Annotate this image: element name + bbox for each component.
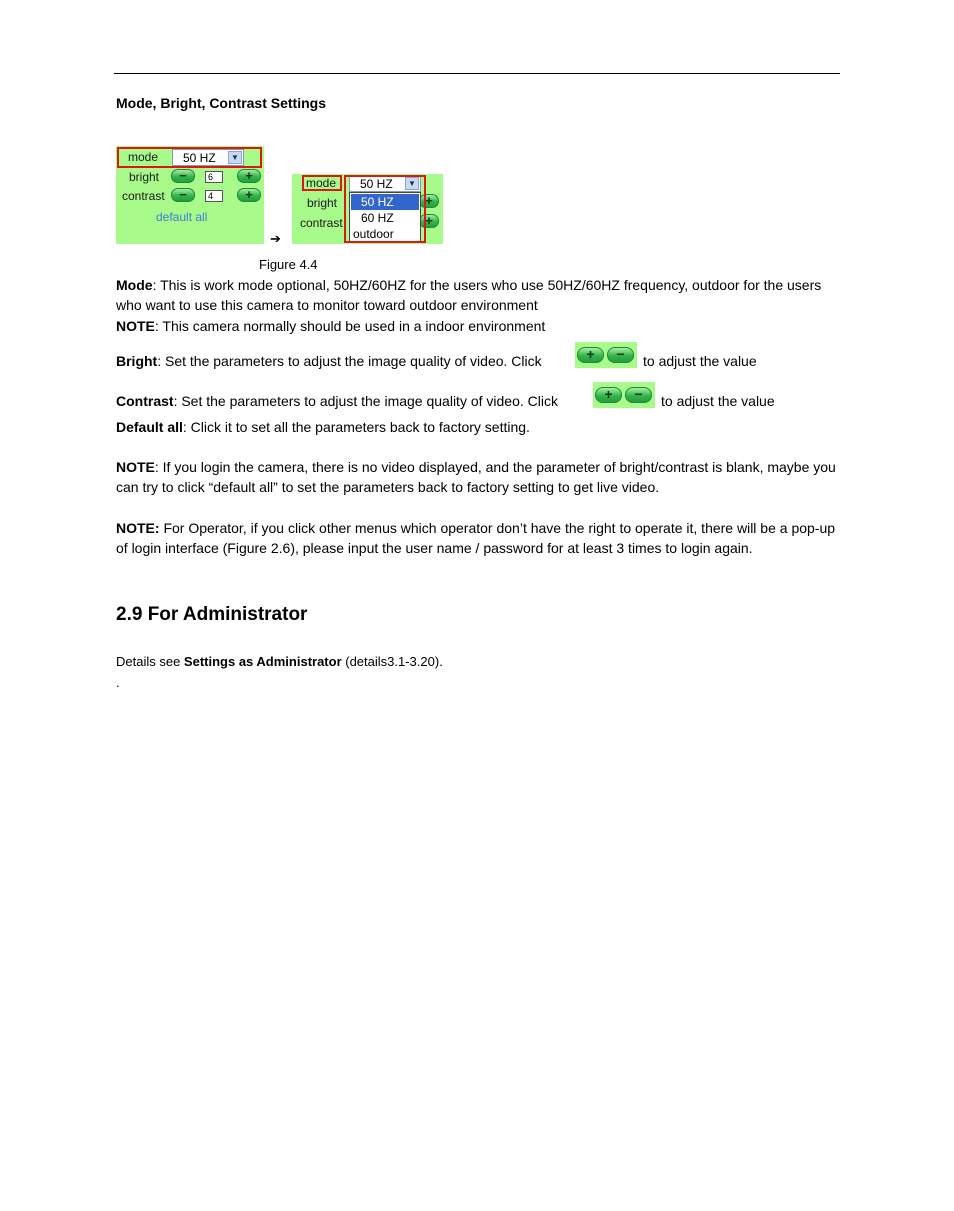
minus-button[interactable] bbox=[625, 387, 652, 403]
note-label: NOTE bbox=[116, 318, 155, 334]
plus-button[interactable] bbox=[595, 387, 622, 403]
plus-icon: + bbox=[586, 346, 595, 362]
note-label: NOTE: bbox=[116, 520, 160, 536]
arrow-right-icon: ➔ bbox=[270, 231, 281, 246]
trailing-dot: . bbox=[116, 675, 120, 690]
plus-icon: + bbox=[245, 168, 253, 183]
mode-option-outdoor[interactable]: outdoor bbox=[353, 227, 394, 241]
mode-option-50hz[interactable]: 50 HZ bbox=[351, 194, 419, 210]
contrast-value-field[interactable]: 4 bbox=[205, 190, 223, 202]
bright-suffix: to adjust the value bbox=[643, 353, 757, 369]
plus-button[interactable] bbox=[577, 347, 604, 363]
bright-paragraph bbox=[116, 351, 542, 371]
settings-panel-open bbox=[292, 174, 443, 244]
mode-option-60hz[interactable]: 60 HZ bbox=[361, 211, 394, 225]
note-text: : If you login the camera, there is no video displayed, and the parameter of bright/contrast is blank, maybe you can try to click “default all” to set the parameters back to factory setting to get live video. bbox=[116, 459, 836, 495]
plus-icon: + bbox=[425, 213, 433, 228]
contrast-paragraph bbox=[116, 391, 558, 411]
contrast-suffix: to adjust the value bbox=[661, 393, 775, 409]
note-operator-paragraph bbox=[116, 518, 848, 558]
mode-label: mode bbox=[128, 150, 159, 164]
chevron-down-icon[interactable]: ▼ bbox=[405, 177, 419, 190]
minus-button[interactable] bbox=[607, 347, 634, 363]
mode-select-value: 50 HZ bbox=[360, 177, 393, 191]
default-all-description: : Click it to set all the parameters back to factory setting. bbox=[182, 419, 530, 435]
settings-panel-closed bbox=[116, 146, 264, 244]
details-prefix: Details see bbox=[116, 654, 184, 669]
bright-term: Bright bbox=[116, 353, 158, 369]
contrast-term: Contrast bbox=[116, 393, 174, 409]
plus-icon: + bbox=[245, 187, 253, 202]
plus-icon: + bbox=[425, 193, 433, 208]
contrast-description: : Set the parameters to adjust the image quality of video. Click bbox=[173, 393, 558, 409]
section-heading: 2.9 For Administrator bbox=[116, 604, 308, 625]
mode-paragraph bbox=[116, 275, 846, 315]
contrast-plus-button[interactable] bbox=[237, 188, 261, 202]
bright-value-field[interactable]: 6 bbox=[205, 171, 223, 183]
mode-label: mode bbox=[306, 176, 337, 190]
figure-caption: Figure 4.4 bbox=[259, 257, 318, 272]
details-line bbox=[116, 652, 443, 672]
bright-label: bright bbox=[307, 196, 338, 210]
note-indoor bbox=[116, 316, 545, 336]
minus-icon: − bbox=[616, 346, 625, 362]
note-label: NOTE bbox=[116, 459, 155, 475]
plus-icon: + bbox=[604, 386, 613, 402]
default-all-paragraph bbox=[116, 417, 530, 437]
contrast-label: contrast bbox=[122, 189, 165, 203]
mode-select-value: 50 HZ bbox=[183, 151, 216, 165]
note-text: : This camera normally should be used in a indoor environment bbox=[154, 318, 546, 334]
bright-label: bright bbox=[129, 170, 160, 184]
mode-select[interactable] bbox=[172, 149, 244, 166]
details-link-text: Settings as Administrator bbox=[183, 654, 342, 669]
header-rule bbox=[114, 73, 840, 74]
details-suffix: (details3.1-3.20). bbox=[341, 654, 443, 669]
mode-description: : This is work mode optional, 50HZ/60HZ for the users who use 50HZ/60HZ frequency, outdoor for the users who want to use this camera to monitor toward outdoor environment bbox=[116, 277, 822, 313]
bright-minus-button[interactable] bbox=[171, 169, 195, 183]
contrast-button-pair bbox=[593, 382, 655, 408]
minus-icon: − bbox=[634, 386, 643, 402]
default-all-link[interactable]: default all bbox=[156, 210, 208, 224]
bright-description: : Set the parameters to adjust the image quality of video. Click bbox=[157, 353, 542, 369]
chevron-down-icon[interactable]: ▼ bbox=[228, 151, 242, 164]
note-text: For Operator, if you click other menus which operator don’t have the right to operate it, there will be a pop-up of login interface (Figure 2.6), please input the user name / password for at least 3 times to login again. bbox=[116, 520, 836, 556]
mode-term: Mode bbox=[116, 277, 153, 293]
minus-icon: − bbox=[179, 187, 187, 202]
contrast-minus-button[interactable] bbox=[171, 188, 195, 202]
bright-plus-button[interactable] bbox=[237, 169, 261, 183]
dropdown-highlight bbox=[344, 175, 426, 243]
default-all-term: Default all bbox=[116, 419, 183, 435]
bright-button-pair bbox=[575, 342, 637, 368]
minus-icon: − bbox=[179, 168, 187, 183]
section-title: Mode, Bright, Contrast Settings bbox=[116, 95, 326, 111]
note-login-paragraph bbox=[116, 457, 846, 497]
contrast-label: contrast bbox=[300, 216, 343, 230]
